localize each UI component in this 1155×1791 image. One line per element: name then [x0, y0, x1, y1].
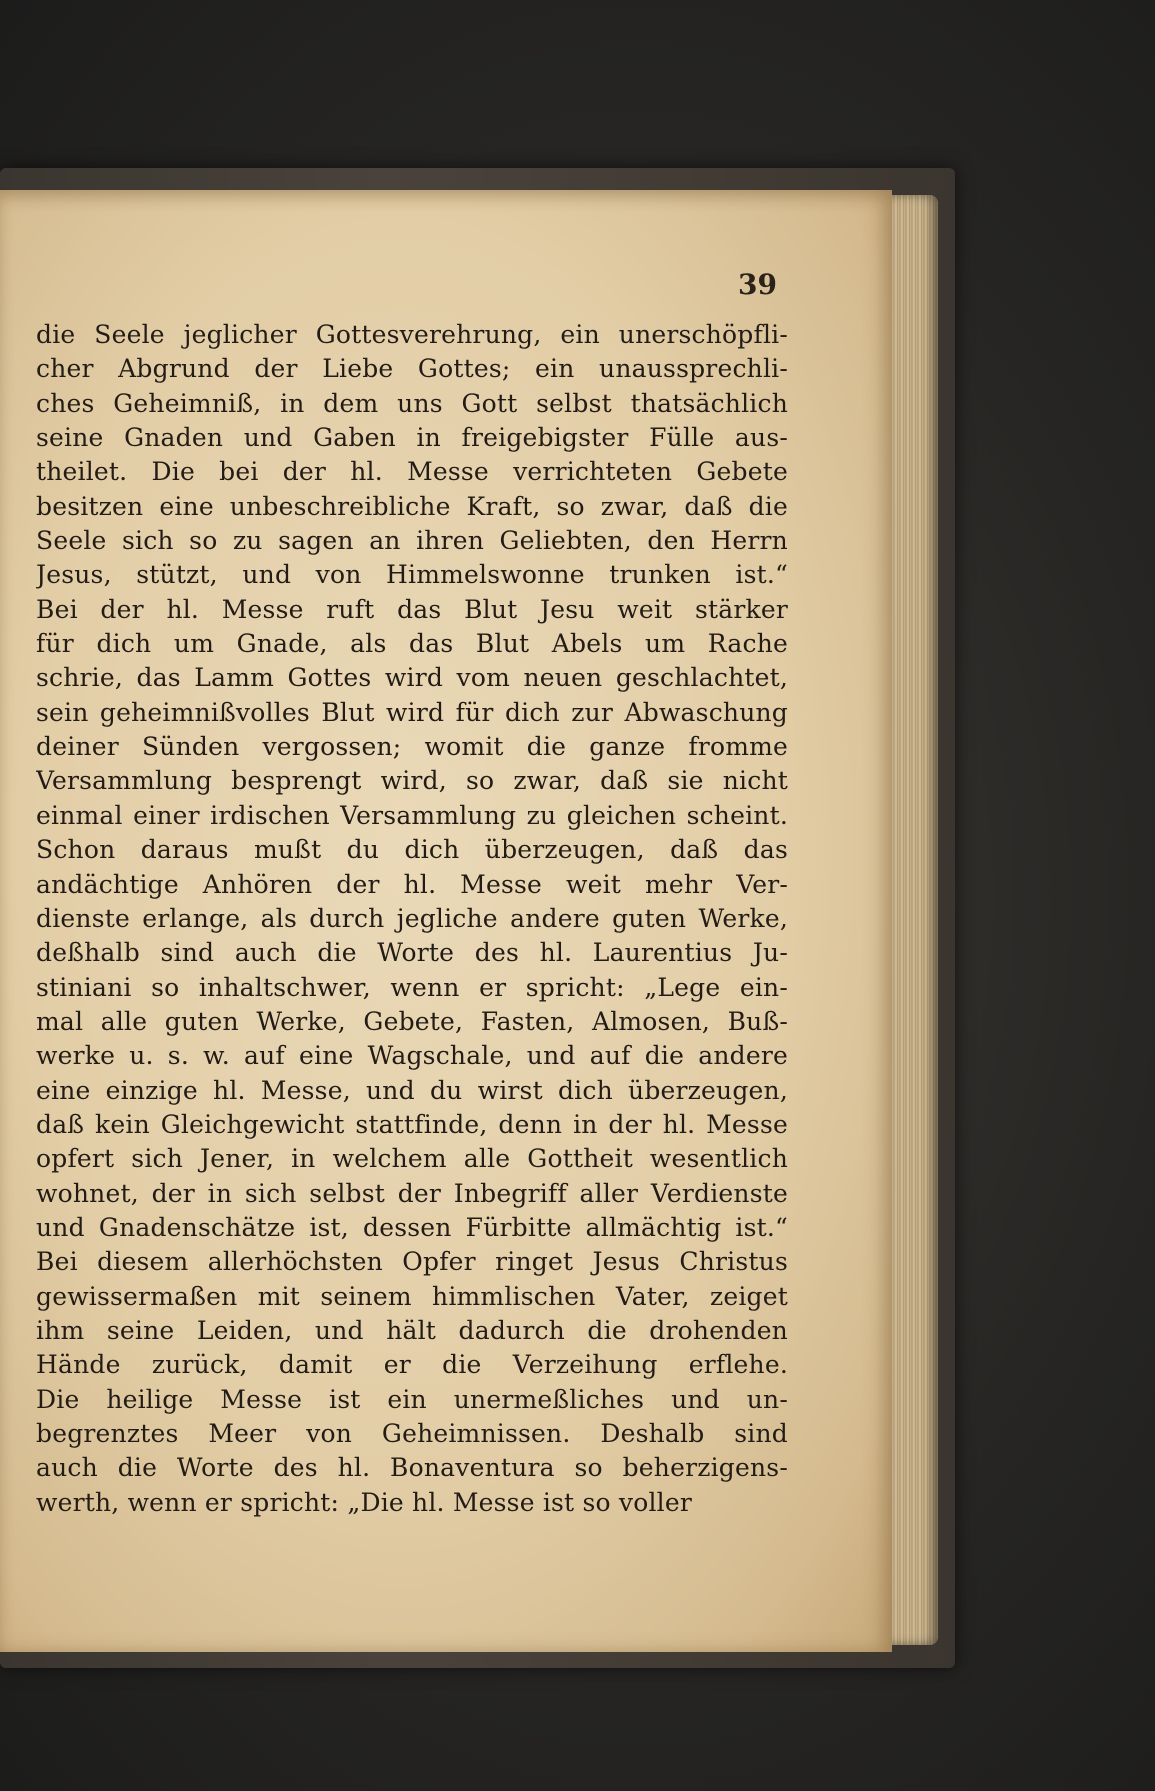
- text-line: mal alle guten Werke, Gebete, Fasten, Almosen, Buß-: [36, 1006, 788, 1036]
- text-line: theilet. Die bei der hl. Messe verrichteten Gebete: [36, 457, 788, 487]
- text-line: für dich um Gnade, als das Blut Abels um Rache: [36, 629, 788, 659]
- text-line: werth, wenn er spricht: „Die hl. Messe ist so voller: [36, 1487, 692, 1517]
- text-line: Die heilige Messe ist ein unermeßliches und un-: [36, 1384, 788, 1414]
- page-text: [36, 318, 788, 1520]
- text-line: werke u. s. w. auf eine Wagschale, und auf die andere: [36, 1041, 788, 1071]
- text-line: dienste erlange, als durch jegliche andere guten Werke,: [36, 903, 788, 933]
- text-line: Bei diesem allerhöchsten Opfer ringet Jesus Christus: [36, 1247, 788, 1277]
- text-line: begrenztes Meer von Geheimnissen. Deshalb sind: [36, 1419, 788, 1448]
- text-line: sein geheimnißvolles Blut wird für dich zur Abwaschung: [36, 697, 788, 727]
- text-line: deiner Sünden vergossen; womit die ganze fromme: [36, 732, 788, 762]
- text-line: cher Abgrund der Liebe Gottes; ein unaussprechli-: [36, 354, 788, 384]
- page-number: 39: [738, 268, 777, 301]
- text-line: auch die Worte des hl. Bonaventura so beherzigens-: [36, 1453, 788, 1483]
- text-line: Versammlung besprengt wird, so zwar, daß sie nicht: [36, 766, 788, 796]
- text-line: schrie, das Lamm Gottes wird vom neuen geschlachtet,: [36, 663, 788, 693]
- text-line: andächtige Anhören der hl. Messe weit mehr Ver-: [36, 869, 788, 899]
- text-line: gewissermaßen mit seinem himmlischen Vater, zeiget: [36, 1281, 788, 1311]
- text-line: Schon daraus mußt du dich überzeugen, daß das: [36, 835, 788, 865]
- text-line: opfert sich Jener, in welchem alle Gottheit wesentlich: [36, 1144, 788, 1174]
- text-line: eine einzige hl. Messe, und du wirst dich überzeugen,: [36, 1075, 788, 1105]
- text-line: wohnet, der in sich selbst der Inbegriff aller Verdienste: [36, 1178, 788, 1208]
- text-line: Bei der hl. Messe ruft das Blut Jesu weit stärker: [36, 594, 788, 624]
- text-line: ihm seine Leiden, und hält dadurch die drohenden: [36, 1315, 788, 1345]
- text-line: die Seele jeglicher Gottesverehrung, ein unerschöpfli-: [36, 320, 788, 349]
- text-line: Seele sich so zu sagen an ihren Geliebten, den Herrn: [36, 526, 788, 556]
- text-line: besitzen eine unbeschreibliche Kraft, so zwar, daß die: [36, 491, 788, 521]
- text-line: Jesus, stützt, und von Himmelswonne trunken ist.“: [36, 560, 788, 590]
- text-line: daß kein Gleichgewicht stattfinde, denn in der hl. Messe: [36, 1109, 788, 1139]
- text-line: ches Geheimniß, in dem uns Gott selbst thatsächlich: [36, 388, 788, 418]
- text-line: deßhalb sind auch die Worte des hl. Laurentius Ju-: [36, 938, 788, 968]
- text-line: stiniani so inhaltschwer, wenn er spricht: „Lege ein-: [36, 972, 788, 1002]
- text-line: einmal einer irdischen Versammlung zu gleichen scheint.: [36, 800, 788, 830]
- text-line: Hände zurück, damit er die Verzeihung erflehe.: [36, 1350, 788, 1380]
- text-line: seine Gnaden und Gaben in freigebigster Fülle aus-: [36, 423, 788, 453]
- text-line: und Gnadenschätze ist, dessen Fürbitte allmächtig ist.“: [36, 1212, 788, 1242]
